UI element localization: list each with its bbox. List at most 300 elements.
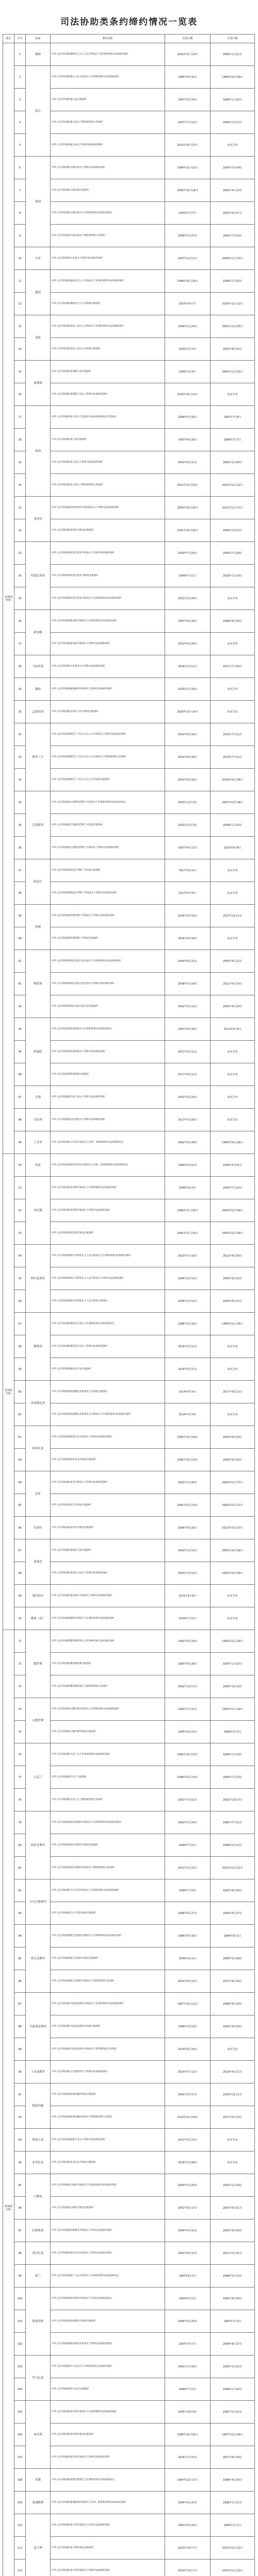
effective-date-cell: 2003年6月21日	[211, 2197, 255, 2219]
signed-date-cell: 2003年6月21日	[165, 451, 211, 474]
country-cell: 蒙古	[26, 66, 51, 157]
treaty-name-cell: 中华人民共和国和塔吉克斯坦共和国关于民事和刑事司法协助的条约	[51, 1925, 165, 1947]
row-number-cell: 6	[14, 157, 26, 179]
treaty-name-cell: 中华人民共和国和埃塞俄比亚联邦民主共和国引渡条约	[51, 1381, 165, 1403]
row-number-cell: 101	[14, 2310, 26, 2333]
row-number-cell: 75	[14, 1721, 26, 1743]
row-number-cell: 112	[14, 2560, 26, 2576]
table-row	[3, 1993, 255, 2015]
row-number-cell: 48	[14, 1109, 26, 1131]
signed-date-cell: 2021年6月9日	[165, 1585, 211, 1607]
row-number-cell: 33	[14, 769, 26, 791]
signed-date-cell: 2003年11月19日	[165, 43, 211, 66]
signed-date-cell: 2007年6月18日	[165, 1018, 211, 1041]
treaty-name-cell: 中华人民共和国和摩洛哥王国关于民事和商事司法协助的协定	[51, 1313, 165, 1335]
row-number-cell: 88	[14, 2015, 26, 2038]
country-cell: 爱沙尼亚	[26, 2242, 51, 2265]
row-number-cell: 38	[14, 882, 26, 905]
effective-date-cell: 2000年12月13日	[211, 361, 255, 383]
effective-date-cell: 1996年6月29日	[211, 2469, 255, 2492]
signed-date-cell: 1999年11月30日	[165, 1199, 211, 1222]
country-cell: 朝鲜	[26, 43, 51, 66]
signed-date-cell: 2001年10月30日	[165, 519, 211, 542]
effective-date-cell: 1995年10月26日	[211, 1131, 255, 1154]
treaty-name-cell: 中华人民共和国和泰王国关于移管被判刑人的条约	[51, 474, 165, 497]
table-row	[3, 406, 255, 429]
row-number-cell: 80	[14, 1834, 26, 1857]
signed-date-cell: 1993年1月11日	[165, 1698, 211, 1721]
table-row	[3, 2492, 255, 2514]
effective-date-cell: 2013年10月17日	[211, 1517, 255, 1539]
treaty-name-cell: 中华人民共和国和土耳其共和国关于民事、商事和刑事司法协助的协定	[51, 1131, 165, 1154]
treaty-name-cell: 中华人民共和国和土库曼斯坦关于刑事司法协助的条约	[51, 2061, 165, 2083]
treaty-name-cell: 中华人民共和国和泰王国引渡条约	[51, 429, 165, 451]
effective-date-cell: 尚未生效	[211, 882, 255, 905]
row-number-cell: 1	[14, 43, 26, 66]
row-number-cell: 21	[14, 497, 26, 519]
effective-date-cell: 1996年1月11日	[211, 2492, 255, 2514]
row-number-cell: 79	[14, 1811, 26, 1834]
treaty-name-cell: 中华人民共和国和纳米比亚共和国关于刑事司法协助的条约	[51, 1426, 165, 1449]
country-cell: 安哥拉	[26, 1517, 51, 1539]
signed-date-cell: 1989年8月31日	[165, 66, 211, 89]
treaty-name-cell: 中华人民共和国和白俄罗斯共和国关于民事和刑事司法协助的条约	[51, 1698, 165, 1721]
effective-date-cell: 2006年7月28日	[211, 542, 255, 565]
row-number-cell: 18	[14, 429, 26, 451]
effective-date-cell: 2006年1月21日	[211, 43, 255, 66]
country-cell: 俄罗斯	[26, 1630, 51, 1698]
effective-date-cell: 2008年6月27日	[211, 2333, 255, 2355]
treaty-name-cell: 中华人民共和国和朝鲜民主主义人民共和国关于民事和刑事司法协助的条约	[51, 43, 165, 66]
table-row	[3, 1925, 255, 1947]
row-number-cell: 4	[14, 111, 26, 134]
treaty-name-cell: 中华人民共和国和泰王国关于民商事司法协助和仲裁合作的协定	[51, 406, 165, 429]
signed-date-cell: 1992年9月28日	[165, 1131, 211, 1154]
row-number-cell: 97	[14, 2219, 26, 2242]
effective-date-cell: 1997年7月3日	[211, 2310, 255, 2333]
treaty-name-cell: 中华人民共和国和亚美尼亚共和国引渡条约	[51, 2151, 165, 2174]
signed-date-cell: 2016年10月14日	[165, 701, 211, 723]
country-cell: 保加利亚	[26, 2287, 51, 2355]
table-row	[3, 66, 255, 89]
treaty-name-cell: 中华人民共和国和立陶宛共和国引渡条约	[51, 2197, 165, 2219]
row-number-cell: 111	[14, 2537, 26, 2560]
treaty-name-cell: 中华人民共和国和乌兹别克斯坦共和国引渡条约	[51, 2015, 165, 2038]
table-row	[3, 1585, 255, 1607]
country-cell: 拉脱维亚	[26, 2219, 51, 2242]
country-cell: 希腊	[26, 2469, 51, 2492]
row-number-cell: 52	[14, 1199, 26, 1222]
table-row	[3, 2287, 255, 2310]
effective-date-cell: 2009年9月19日	[211, 1449, 255, 1471]
effective-date-cell: 尚未生效	[211, 1607, 255, 1630]
effective-date-cell: 1997年12月29日	[211, 2424, 255, 2446]
treaty-name-cell: 中华人民共和国和阿拉伯联合酋长国关于刑事司法协助的条约	[51, 973, 165, 995]
row-number-cell: 32	[14, 746, 26, 769]
country-cell: 意大利	[26, 2514, 51, 2576]
signed-date-cell: 2001年11月19日	[165, 1222, 211, 1245]
country-cell: 亚美尼亚	[26, 2151, 51, 2174]
effective-date-cell: 尚未生效	[211, 2129, 255, 2151]
country-cell: 马来西亚	[26, 655, 51, 678]
effective-date-cell: 2015年7月11日	[211, 746, 255, 769]
effective-date-cell: 尚未生效	[211, 1063, 255, 1086]
effective-date-cell: 尚未生效	[211, 2038, 255, 2061]
signed-date-cell: 1994年10月17日	[165, 2469, 211, 2492]
effective-date-cell: 2015年7月11日	[211, 723, 255, 746]
effective-date-cell: 2017年8月16日	[211, 2446, 255, 2469]
row-number-cell: 81	[14, 1857, 26, 1879]
effective-date-cell: 2011年5月14日	[211, 973, 255, 995]
signed-date-cell: 2004年4月21日	[165, 950, 211, 973]
treaty-name-cell: 中华人民共和国和柬埔寨王国引渡条约	[51, 361, 165, 383]
country-cell: 缅甸	[26, 678, 51, 701]
signed-date-cell: 2007年4月7日	[165, 2333, 211, 2355]
signed-date-cell: 1996年10月31日	[165, 2424, 211, 2446]
row-number-cell: 54	[14, 1245, 26, 1267]
effective-date-cell: 尚未生效	[211, 633, 255, 655]
effective-date-cell: 1998年8月29日	[211, 1993, 255, 2015]
effective-date-cell: 2000年7月13日	[211, 1766, 255, 1789]
treaty-name-cell: 中华人民共和国和科威特国关于民事和商事司法协助的协定	[51, 1018, 165, 1041]
signed-date-cell: 2002年6月12日	[165, 2242, 211, 2265]
row-number-cell: 102	[14, 2333, 26, 2355]
effective-date-cell: 尚未生效	[211, 587, 255, 610]
row-number-cell: 89	[14, 2038, 26, 2061]
signed-date-cell: 1995年6月26日	[165, 1653, 211, 1675]
effective-date-cell: 尚未生效	[211, 134, 255, 157]
row-number-cell: 68	[14, 1562, 26, 1585]
country-cell: 匈牙利	[26, 2401, 51, 2469]
treaty-name-cell: 中华人民共和国和老挝人民民主共和国关于民事和刑事司法协助的条约	[51, 315, 165, 338]
row-number-cell: 85	[14, 1947, 26, 1970]
table-row	[3, 1177, 255, 1199]
table-row	[3, 43, 255, 66]
signed-date-cell: 2000年10月16日	[165, 497, 211, 519]
region-cell: 非洲(21项)	[3, 1154, 14, 1630]
signed-date-cell: 2000年10月18日	[165, 179, 211, 202]
country-cell: 刚果（布）	[26, 1607, 51, 1630]
row-number-cell: 14	[14, 338, 26, 361]
treaty-name-cell: 中华人民共和国和塞浦路斯共和国关于民事、商事和刑事司法协助的条约	[51, 2492, 165, 2514]
table-row	[3, 247, 255, 270]
row-number-cell: 20	[14, 474, 26, 497]
effective-date-cell: 2005年2月20日	[211, 451, 255, 474]
treaty-name-cell: 中华人民共和国和蒙古国引渡条约	[51, 89, 165, 111]
row-number-cell: 78	[14, 1789, 26, 1811]
column-header-treaty: 条约名称	[51, 35, 165, 43]
signed-date-cell: 2005年9月2日	[165, 1947, 211, 1970]
row-number-cell: 25	[14, 587, 26, 610]
table-row	[3, 2401, 255, 2424]
signed-date-cell: 1996年7月5日	[165, 1834, 211, 1857]
signed-date-cell: 2010年1月10日	[165, 1245, 211, 1267]
country-cell: 埃塞俄比亚	[26, 1381, 51, 1426]
treaty-name-cell: 中华人民共和国和阿富汗伊斯兰共和国引渡条约	[51, 859, 165, 882]
treaty-name-cell: 中华人民共和国和拉脱维亚共和国关于刑事司法协助的条约	[51, 2219, 165, 2242]
treaty-name-cell: 中华人民共和国和突尼斯共和国引渡条约	[51, 1222, 165, 1245]
effective-date-cell: 尚未生效	[211, 383, 255, 406]
effective-date-cell: 1999年11月26日	[211, 1313, 255, 1335]
treaty-name-cell: 中华人民共和国和哈萨克斯坦共和国引渡条约	[51, 1834, 165, 1857]
table-row	[3, 361, 255, 383]
signed-date-cell: 2001年12月10日	[165, 1494, 211, 1517]
treaty-name-cell: 中华人民共和国和白俄罗斯共和国引渡条约	[51, 1721, 165, 1743]
effective-date-cell: 1999年3月7日	[211, 429, 255, 451]
treaty-name-cell: 中华人民共和国和斯里兰卡民主社会主义共和国引渡条约	[51, 769, 165, 791]
treaty-name-cell: 中华人民共和国和刚果共和国关于民事和商事司法协助的条约	[51, 1607, 165, 1630]
treaty-name-cell: 中华人民共和国和保加利亚共和国引渡条约	[51, 2310, 165, 2333]
treaty-name-cell: 中华人民共和国和巴基斯坦伊斯兰共和国关于刑事司法协助的条约	[51, 837, 165, 859]
row-number-cell: 83	[14, 1902, 26, 1925]
signed-date-cell: 2011年2月22日	[165, 1857, 211, 1879]
effective-date-cell: 2005年10月30日	[211, 1539, 255, 1562]
treaty-name-cell: 中华人民共和国和立陶宛共和国关于民事和刑事司法协助的条约	[51, 2174, 165, 2197]
treaty-name-cell: 中华人民共和国和蒙古人民共和国关于民事和刑事司法协助的条约	[51, 66, 165, 89]
signed-date-cell: 1999年2月9日	[165, 361, 211, 383]
row-number-cell: 90	[14, 2061, 26, 2083]
signed-date-cell: 2014年9月16日	[165, 769, 211, 791]
effective-date-cell: 2017年12月1日	[211, 905, 255, 927]
country-cell: 塞内加尔	[26, 1585, 51, 1607]
treaty-name-cell: 中华人民共和国和突尼斯共和国关于民事和商事司法协助的条约	[51, 1177, 165, 1199]
signed-date-cell: 2008年5月27日	[165, 225, 211, 247]
signed-date-cell: 1993年8月26日	[165, 429, 211, 451]
signed-date-cell: 2009年7月1日	[165, 565, 211, 587]
row-number-cell: 29	[14, 678, 26, 701]
treaty-name-cell: 中华人民共和国和菲律宾共和国引渡条约	[51, 519, 165, 542]
table-row	[3, 1607, 255, 1630]
signed-date-cell: 1995年6月22日	[165, 1721, 211, 1743]
treaty-name-cell: 中华人民共和国和意大利共和国关于民事司法协助的条约	[51, 2514, 165, 2537]
country-cell: 伊朗	[26, 905, 51, 950]
row-number-cell: 99	[14, 2265, 26, 2287]
row-number-cell: 7	[14, 179, 26, 202]
row-number-cell: 8	[14, 202, 26, 225]
effective-date-cell: 尚未生效	[211, 859, 255, 882]
country-cell: 纳米比亚	[26, 1426, 51, 1471]
effective-date-cell: 2009年7月24日	[211, 225, 255, 247]
country-cell: 菲律宾	[26, 497, 51, 542]
signed-date-cell: 1992年10月31日	[165, 1743, 211, 1766]
treaty-name-cell: 中华人民共和国和希腊共和国关于民事和刑事司法协助的协定	[51, 2469, 165, 2492]
effective-date-cell: 1998年5月7日	[211, 1721, 255, 1743]
country-cell: 突尼斯	[26, 1177, 51, 1245]
treaty-name-cell: 中华人民共和国和乌克兰引渡条约	[51, 1766, 165, 1789]
row-number-cell: 27	[14, 633, 26, 655]
treaty-name-cell: 中华人民共和国和新加坡共和国关于刑事司法协助的条约	[51, 633, 165, 655]
column-header-country: 国家	[26, 35, 51, 43]
row-number-cell: 108	[14, 2469, 26, 2492]
row-number-cell: 51	[14, 1177, 26, 1199]
country-cell: 立陶宛	[26, 2174, 51, 2219]
row-number-cell: 34	[14, 791, 26, 814]
signed-date-cell: 2001年7月21日	[165, 1789, 211, 1811]
treaty-name-cell: 中华人民共和国和阿尔及利亚民主人民共和国引渡条约	[51, 1290, 165, 1313]
treaty-name-cell: 中华人民共和国和印度尼西亚共和国引渡条约	[51, 565, 165, 587]
row-number-cell: 37	[14, 859, 26, 882]
treaty-name-cell: 中华人民共和国和科威特国引渡条约	[51, 1063, 165, 1086]
treaty-name-cell: 中华人民共和国和乌克兰关于移管被判刑人的条约	[51, 1789, 165, 1811]
treaty-name-cell: 中华人民共和国和莱索托王国引渡条约	[51, 1539, 165, 1562]
effective-date-cell: 尚未生效	[211, 1358, 255, 1381]
table-row	[3, 1086, 255, 1109]
row-number-cell: 26	[14, 610, 26, 633]
signed-date-cell: 1999年1月25日	[165, 315, 211, 338]
table-row	[3, 2174, 255, 2197]
signed-date-cell: 1996年7月1日	[165, 2378, 211, 2401]
treaty-name-cell: 中华人民共和国和新加坡共和国关于民事和商事司法协助的条约	[51, 610, 165, 633]
row-number-cell: 87	[14, 1993, 26, 2015]
row-number-cell: 69	[14, 1585, 26, 1607]
row-number-cell: 2	[14, 66, 26, 89]
treaty-name-cell: 中华人民共和国和缅甸联邦共和国关于刑事司法协助的条约	[51, 678, 165, 701]
effective-date-cell: 2010年8月6日	[211, 837, 255, 859]
row-number-cell: 28	[14, 655, 26, 678]
signed-date-cell: 2017年9月11日	[165, 1063, 211, 1086]
table-row	[3, 2151, 255, 2174]
signed-date-cell: 2015年3月26日	[165, 587, 211, 610]
effective-date-cell: 2004年4月27日	[211, 1902, 255, 1925]
effective-date-cell: 2009年9月22日	[211, 1290, 255, 1313]
country-cell: 乌克兰	[26, 1743, 51, 1811]
treaty-name-cell: 中华人民共和国和日本国关于刑事司法协助的条约	[51, 247, 165, 270]
signed-date-cell: 2003年7月7日	[165, 202, 211, 225]
row-number-cell: 50	[14, 1154, 26, 1177]
effective-date-cell: 2002年10月3日	[211, 1789, 255, 1811]
row-number-cell: 71	[14, 1630, 26, 1653]
table-row	[3, 497, 255, 519]
row-number-cell: 100	[14, 2287, 26, 2310]
table-row	[3, 1517, 255, 1539]
signed-date-cell: 1993年1月14日	[165, 1811, 211, 1834]
table-row	[3, 1811, 255, 1834]
effective-date-cell: 2019年12月12日	[211, 293, 255, 315]
table-row	[3, 1698, 255, 1721]
table-row	[3, 542, 255, 565]
effective-date-cell: 2001年12月15日	[211, 315, 255, 338]
row-number-cell: 109	[14, 2492, 26, 2514]
row-number-cell: 36	[14, 837, 26, 859]
effective-date-cell: 2012年12月13日	[211, 474, 255, 497]
table-row	[3, 2083, 255, 2106]
country-cell: 韩国	[26, 157, 51, 247]
treaty-name-cell: 中华人民共和国和莱索托王国关于刑事司法协助的条约	[51, 1562, 165, 1585]
treaty-name-cell: 中华人民共和国和匈牙利共和国关于刑事司法协助的条约	[51, 2446, 165, 2469]
treaty-name-cell: 中华人民共和国和印度尼西亚共和国关于刑事司法协助的条约	[51, 542, 165, 565]
country-cell: 斯里兰卡	[26, 723, 51, 791]
effective-date-cell: 2015年12月13日	[211, 2537, 255, 2560]
treaty-name-cell: 中华人民共和国和阿塞拜疆共和国引渡条约	[51, 2083, 165, 2106]
row-number-cell: 104	[14, 2378, 26, 2401]
treaty-name-cell: 中华人民共和国和乌兹别克斯坦共和国关于民事和刑事司法协助的条约	[51, 1993, 165, 2015]
effective-date-cell: 尚未生效	[211, 1585, 255, 1607]
row-number-cell: 74	[14, 1698, 26, 1721]
treaty-name-cell: 中华人民共和国和摩洛哥王国关于刑事司法协助的条约	[51, 1335, 165, 1358]
treaty-table-container	[3, 34, 254, 2576]
effective-date-cell: 2005年4月27日	[211, 202, 255, 225]
row-number-cell: 110	[14, 2514, 26, 2537]
treaty-name-cell: 中华人民共和国和吉尔吉斯共和国关于民事和刑事司法协助的条约	[51, 1879, 165, 1902]
signed-date-cell: 1995年4月25日	[165, 2492, 211, 2514]
table-row	[3, 1471, 255, 1494]
treaty-name-cell: 中华人民共和国和马来西亚关于刑事司法协助的条约	[51, 655, 165, 678]
signed-date-cell: 1998年4月27日	[165, 1902, 211, 1925]
country-cell: 日本	[26, 247, 51, 270]
row-number-cell: 16	[14, 383, 26, 406]
row-number-cell: 105	[14, 2401, 26, 2424]
effective-date-cell: 2005年10月30日	[211, 1562, 255, 1585]
signed-date-cell: 2016年3月28日	[165, 2151, 211, 2174]
country-cell: 新加坡	[26, 610, 51, 655]
effective-date-cell: 2012年11月17日	[211, 497, 255, 519]
signed-date-cell: 2003年11月6日	[165, 1562, 211, 1585]
row-number-cell: 96	[14, 2197, 26, 2219]
country-cell: 埃及	[26, 1154, 51, 1177]
table-row	[3, 1109, 255, 1131]
row-number-cell: 56	[14, 1290, 26, 1313]
country-cell: 阿联酋	[26, 950, 51, 1018]
country-cell: 格鲁吉亚	[26, 2129, 51, 2151]
treaty-name-cell: 中华人民共和国和大韩民国关于刑事司法协助的条约	[51, 157, 165, 179]
signed-date-cell: 2017年3月20日	[165, 1109, 211, 1131]
effective-date-cell: 尚未生效	[211, 701, 255, 723]
treaty-name-cell: 中华人民共和国和俄罗斯联邦关于民事和刑事司法协助的条约	[51, 1630, 165, 1653]
row-number-cell: 44	[14, 1018, 26, 1041]
table-row	[3, 1879, 255, 1902]
effective-date-cell: 2005年4月12日	[211, 950, 255, 973]
table-row	[3, 905, 255, 927]
row-number-cell: 82	[14, 1879, 26, 1902]
signed-date-cell: 1996年7月4日	[165, 1879, 211, 1902]
row-number-cell: 107	[14, 2446, 26, 2469]
table-row	[3, 1426, 255, 1449]
signed-date-cell: 2016年5月11日	[165, 1358, 211, 1381]
signed-date-cell: 1996年5月20日	[165, 2310, 211, 2333]
effective-date-cell: 2000年12月30日	[211, 1199, 255, 1222]
signed-date-cell: 2002年5月24日	[165, 1086, 211, 1109]
row-number-cell: 53	[14, 1222, 26, 1245]
effective-date-cell: 2005年9月18日	[211, 2219, 255, 2242]
treaty-name-cell: 中华人民共和国和保加利亚共和国关于刑事司法协助的条约	[51, 2333, 165, 2355]
table-row	[3, 950, 255, 973]
row-number-cell: 95	[14, 2174, 26, 2197]
effective-date-cell: 2004年11月17日	[211, 1494, 255, 1517]
signed-date-cell: 2023年10月17日	[165, 134, 211, 157]
treaty-name-cell: 中华人民共和国和纳米比亚共和国引渡条约	[51, 1449, 165, 1471]
signed-date-cell: 2005年12月19日	[165, 1426, 211, 1449]
table-header-row	[3, 35, 255, 43]
signed-date-cell: 2016年1月15日	[165, 2446, 211, 2469]
signed-date-cell: 1992年6月19日	[165, 1630, 211, 1653]
treaty-name-cell: 中华人民共和国和罗马尼亚关于民事和刑事司法协助的条约	[51, 2355, 165, 2378]
effective-date-cell: 2015年11月13日	[211, 2560, 255, 2576]
country-cell: 孟加拉国	[26, 701, 51, 723]
signed-date-cell: 2002年2月4日	[165, 338, 211, 361]
effective-date-cell: 尚未生效	[211, 1041, 255, 1063]
table-row	[3, 791, 255, 814]
effective-date-cell: 2017年7月30日	[211, 655, 255, 678]
treaty-name-cell: 中华人民共和国和安哥拉共和国引渡条约	[51, 1517, 165, 1539]
treaty-name-cell: 中华人民共和国和巴林王国关于刑事司法协助的条约	[51, 1086, 165, 1109]
row-number-cell: 72	[14, 1653, 26, 1675]
effective-date-cell: 2017年5月19日	[211, 2106, 255, 2129]
signed-date-cell: 2005年3月17日	[165, 2083, 211, 2106]
row-number-cell: 77	[14, 1766, 26, 1789]
effective-date-cell: 1999年7月25日	[211, 270, 255, 293]
treaty-name-cell: 中华人民共和国和塔吉克斯坦共和国引渡条约	[51, 1947, 165, 1970]
signed-date-cell: 2010年10月7日	[165, 2560, 211, 2576]
